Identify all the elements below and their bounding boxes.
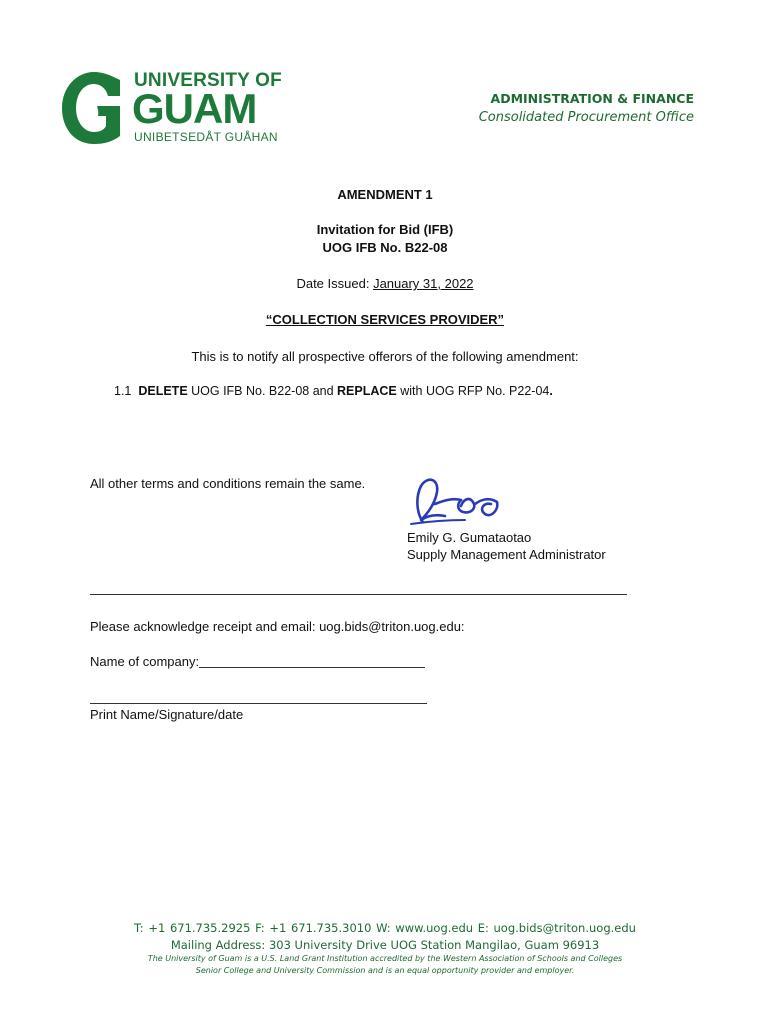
ifb-title: Invitation for Bid (IFB): [316, 222, 454, 237]
date-issued: [0, 276, 770, 291]
amendment-item: [114, 384, 553, 398]
item-end: .: [549, 384, 553, 398]
footer-note-2: Senior College and University Commission and is an equal opportunity provider and employer.: [195, 966, 575, 975]
logo-chamorro-name: UNIBETSEDÅT GUÅHAN: [134, 130, 278, 144]
item-text-b: with UOG RFP No. P22-04: [396, 384, 550, 398]
signature-field[interactable]: [90, 703, 427, 704]
company-name-field[interactable]: [199, 667, 425, 668]
replace-word: REPLACE: [337, 384, 397, 398]
footer-note-1: The University of Guam is a U.S. Land Grant Institution accredited by the Western Association of Schools and Colleges: [147, 954, 623, 963]
notify-text: This is to notify all prospective offerors of the following amendment:: [191, 349, 579, 364]
date-label: Date Issued:: [296, 276, 374, 291]
print-name-label: Print Name/Signature/date: [90, 707, 244, 722]
terms-text: All other terms and conditions remain the same.: [90, 476, 366, 491]
footer-contact: T: +1 671.735.2925 F: +1 671.735.3010 W: www.uog.edu E: uog.bids@triton.uog.edu: [134, 921, 636, 935]
date-value: January 31, 2022: [373, 276, 474, 291]
ifb-number: UOG IFB No. B22-08: [322, 240, 448, 255]
divider: [90, 594, 627, 595]
item-text-a: UOG IFB No. B22-08 and: [187, 384, 338, 398]
footer-address: Mailing Address: 303 University Drive UOG Station Mangilao, Guam 96913: [170, 938, 600, 952]
university-g-logo-icon: [60, 70, 128, 146]
signer-name: Emily G. Gumataotao: [407, 530, 532, 545]
acknowledge-text: Please acknowledge receipt and email: uog.bids@triton.uog.edu:: [90, 619, 465, 634]
department-heading: ADMINISTRATION & FINANCE: [490, 91, 694, 106]
project-title: “COLLECTION SERVICES PROVIDER”: [265, 312, 505, 327]
logo-university-of: UNIVERSITY OF: [134, 70, 282, 91]
office-subheading: Consolidated Procurement Office: [478, 110, 694, 125]
company-label: Name of company:: [90, 654, 200, 669]
delete-word: DELETE: [138, 384, 188, 398]
handwritten-signature: [405, 474, 505, 530]
item-number: 1.1: [114, 384, 132, 398]
logo-guam: GUAM: [132, 85, 257, 132]
amendment-heading: AMENDMENT 1: [337, 187, 433, 202]
signer-title: Supply Management Administrator: [407, 547, 606, 562]
